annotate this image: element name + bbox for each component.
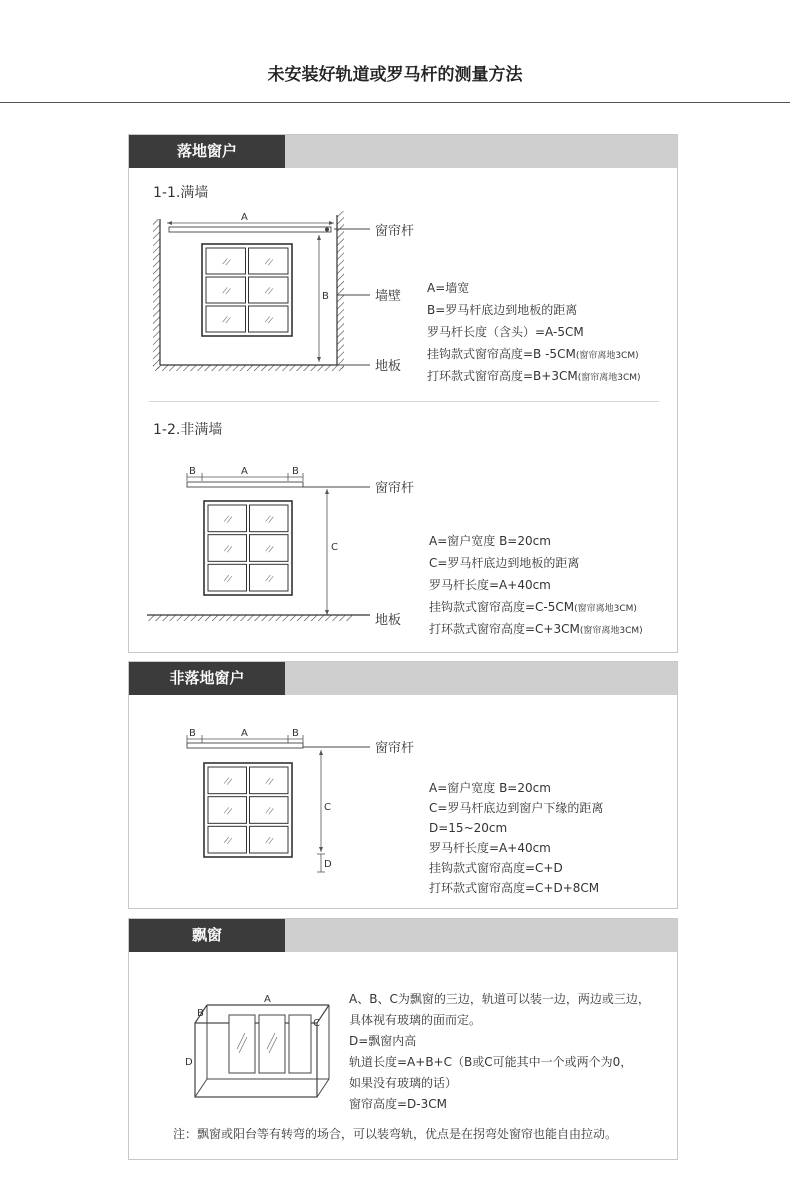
curtain-rod-shape (187, 482, 303, 487)
window-pane (249, 248, 289, 274)
window-pane (250, 797, 289, 824)
dim-b-right-label: B (292, 466, 299, 477)
edge-a-label: A (264, 994, 271, 1005)
note-line: A=窗户宽度 B=20cm (429, 781, 551, 795)
notes-partial-wall (429, 531, 643, 641)
window-pane (208, 505, 247, 532)
page-title: 未安装好轨道或罗马杆的测量方法 (267, 65, 523, 85)
right-wall-hatch (337, 211, 344, 369)
floor-label: 地板 (375, 613, 402, 628)
window-pane (249, 306, 289, 332)
dim-b-right-label: B (292, 728, 299, 739)
window-pane (250, 535, 289, 562)
wall-label: 墙壁 (375, 289, 402, 304)
window-pane (250, 505, 289, 532)
dim-c-label: C (324, 802, 331, 813)
dim-c-label: C (331, 542, 338, 553)
window-shape (204, 763, 292, 857)
window-pane (250, 826, 289, 853)
note-line: D=飘窗内高 (349, 1034, 417, 1048)
section-non-floor-window (128, 661, 678, 909)
section-label: 落地窗户 (129, 135, 285, 168)
floor-hatch (147, 615, 352, 621)
note-line: 窗帘高度=D-3CM (349, 1097, 447, 1111)
note-line: 罗马杆长度（含头）=A-5CM (427, 325, 584, 339)
dim-a-label: A (241, 728, 248, 739)
window-pane (208, 797, 247, 824)
dim-d-label: D (185, 1057, 193, 1068)
dim-b-left-label: B (189, 466, 196, 477)
note-line: 挂钩款式窗帘高度=B -5CM(窗帘离地3CM) (427, 347, 639, 361)
window-pane (208, 767, 247, 794)
bay-window-footnote: 注：飘窗或阳台等有转弯的场合，可以装弯轨，优点是在拐弯处窗帘也能自由拉动。 (173, 1127, 618, 1141)
subsection-heading-partial-wall: 1-2.非满墙 (153, 422, 223, 438)
window-pane (208, 826, 247, 853)
notes-non-floor (429, 778, 603, 898)
rod-label: 窗帘杆 (375, 481, 415, 496)
floor-label: 地板 (375, 359, 402, 374)
note-line: 轨道长度=A+B+C（B或C可能其中一个或两个为0， (349, 1055, 633, 1069)
section-floor-window (128, 134, 678, 653)
rod-label: 窗帘杆 (375, 224, 415, 239)
section-label: 非落地窗户 (129, 662, 285, 695)
dim-a-label: A (241, 212, 248, 223)
left-wall-hatch (153, 219, 160, 369)
window-pane (250, 564, 289, 591)
floor-hatch (153, 365, 344, 371)
edge-b-label: B (197, 1008, 204, 1019)
note-line: B=罗马杆底边到地板的距离 (427, 303, 578, 317)
note-line: D=15~20cm (429, 821, 508, 835)
curtain-rod-shape (169, 227, 331, 232)
note-line: A=窗户宽度 B=20cm (429, 534, 551, 548)
note-line: 打环款式窗帘高度=C+3CM(窗帘离地3CM) (429, 622, 643, 636)
title-divider (0, 102, 790, 103)
note-line: A=墙宽 (427, 281, 470, 295)
window-pane (249, 277, 289, 303)
window-shape (202, 244, 292, 336)
note-line: 如果没有玻璃的话） (349, 1076, 458, 1090)
subsection-divider (149, 401, 659, 402)
section-label: 飘窗 (129, 919, 285, 952)
note-line: A、B、C为飘窗的三边，轨道可以装一边，两边或三边， (349, 992, 650, 1006)
window-shape (204, 501, 292, 595)
window-pane (206, 277, 246, 303)
window-pane (208, 564, 247, 591)
dim-d-label: D (324, 859, 332, 870)
window-pane (208, 535, 247, 562)
note-line: 打环款式窗帘高度=C+D+8CM (429, 881, 600, 895)
note-line: 挂钩款式窗帘高度=C+D (429, 861, 563, 875)
dim-a-label: A (241, 466, 248, 477)
note-line: 挂钩款式窗帘高度=C-5CM(窗帘离地3CM) (429, 600, 637, 614)
subsection-heading-full-wall: 1-1.满墙 (153, 185, 209, 201)
dim-b-left-label: B (189, 728, 196, 739)
rod-label: 窗帘杆 (375, 741, 415, 756)
note-line: 罗马杆长度=A+40cm (429, 841, 551, 855)
window-pane (206, 306, 246, 332)
dim-b-label: B (322, 291, 329, 302)
edge-c-label: C (313, 1018, 320, 1029)
note-line: 打环款式窗帘高度=B+3CM(窗帘离地3CM) (427, 369, 641, 383)
notes-bay-window (349, 989, 650, 1115)
notes-full-wall (427, 278, 641, 388)
curtain-rod-shape (187, 743, 303, 748)
window-pane (250, 767, 289, 794)
window-pane (206, 248, 246, 274)
note-line: 罗马杆长度=A+40cm (429, 578, 551, 592)
note-line: 具体视有玻璃的面而定。 (349, 1013, 482, 1027)
note-line: C=罗马杆底边到窗户下缘的距离 (429, 801, 604, 815)
section-bay-window (128, 918, 678, 1160)
note-line: C=罗马杆底边到地板的距离 (429, 556, 580, 570)
